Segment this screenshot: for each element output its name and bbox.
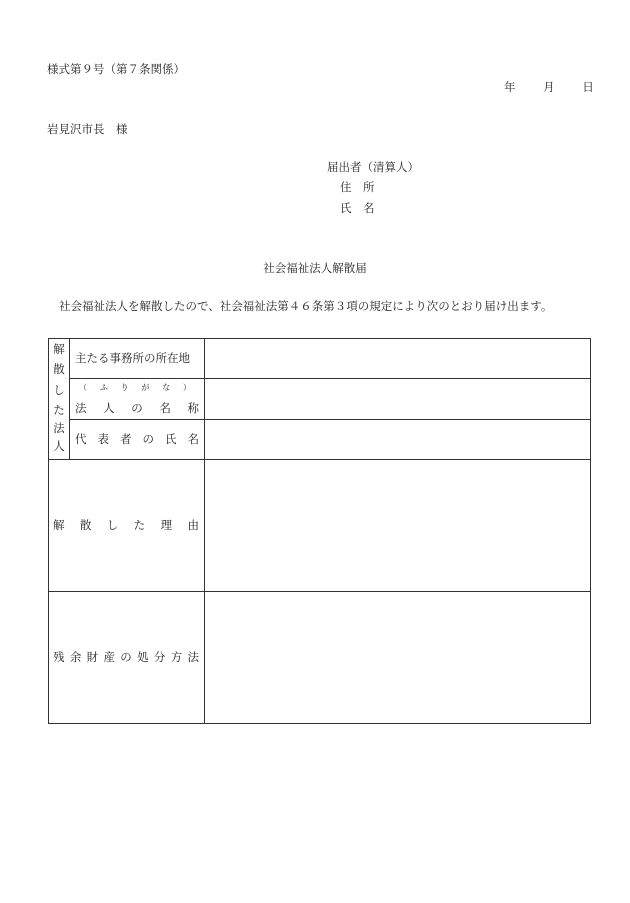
group-char: 解 <box>53 342 65 356</box>
group-char: 散 <box>53 362 65 376</box>
group-char: た <box>53 403 65 417</box>
date-month: 月 <box>543 80 555 94</box>
group-char: し <box>53 383 65 397</box>
label-representative-name: 代 表 者 の 氏 名 <box>75 432 199 446</box>
table-border-right <box>590 338 591 724</box>
table-border-bottom <box>48 723 591 724</box>
row-divider-4 <box>48 591 591 592</box>
label-dissolution-reason: 解 散 し た 理 由 <box>53 518 199 532</box>
label-furigana: （ ふ り が な ） <box>79 383 191 392</box>
applicant-address-label: 住 所 <box>340 180 375 194</box>
row-divider-1 <box>69 378 591 379</box>
declaration-text: 社会福祉法人を解散したので、社会福祉法第４６条第３項の規定により次のとおり届け出ます。 <box>59 299 553 313</box>
group-char: 法 <box>53 421 65 435</box>
applicant-name-label: 氏 名 <box>340 201 375 215</box>
row-divider-3 <box>48 459 591 460</box>
table-border-top <box>48 338 591 339</box>
date-day: 日 <box>582 80 594 94</box>
applicant-role: 届出者（清算人） <box>327 160 419 174</box>
form-number: 様式第９号（第７条関係） <box>47 62 185 76</box>
addressee: 岩見沢市長 様 <box>47 122 128 136</box>
date-line <box>498 82 594 94</box>
row-divider-2 <box>69 419 591 420</box>
label-residual-asset-disposal: 残 余 財 産 の 処 分 方 法 <box>53 650 199 664</box>
document-title: 社会福祉法人解散届 <box>263 261 367 275</box>
label-office-location: 主たる事務所の所在地 <box>75 351 190 365</box>
label-corporation-name: 法 人 の 名 称 <box>75 401 199 415</box>
date-year: 年 <box>504 80 516 94</box>
table-divider-vertical <box>204 338 205 724</box>
group-char: 人 <box>53 439 65 453</box>
group-column-divider <box>69 338 70 460</box>
